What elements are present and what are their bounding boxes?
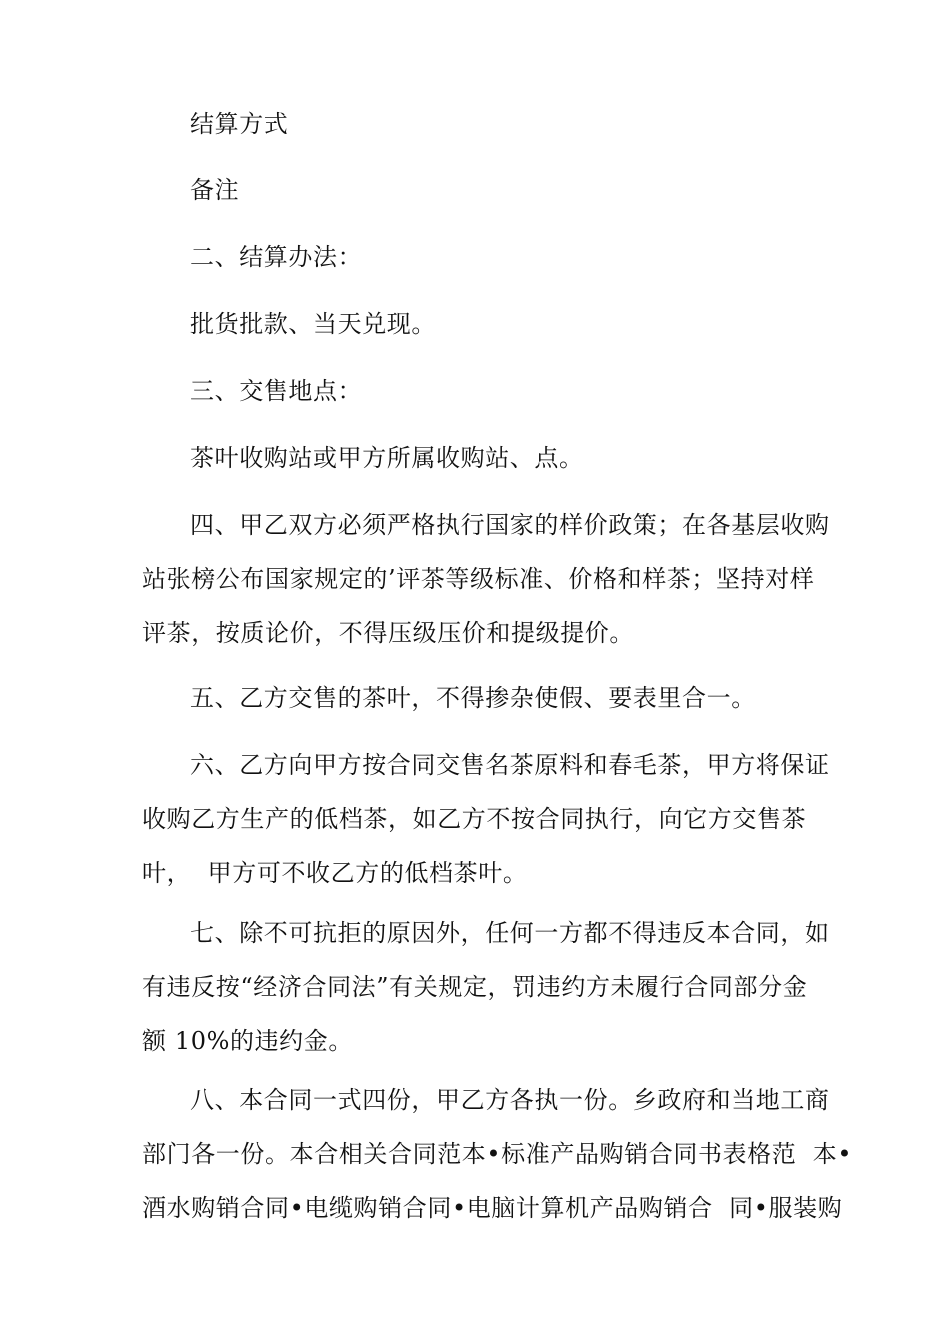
section-heading-settlement — [142, 230, 822, 284]
paragraph-line: 酒水购销合同•电缆购销合同•电脑计算机产品购销合 同•服装购 — [142, 1194, 843, 1222]
paragraph-line: 叶， 甲方可不收乙方的低档茶叶。 — [142, 859, 528, 887]
paragraph-line: 部门各一份。本合相关合同范本•标准产品购销合同书表格范 本• — [142, 1140, 853, 1168]
section-heading-delivery-location — [142, 364, 822, 418]
paragraph-line: 收购乙方生产的低档茶，如乙方不按合同执行，向它方交售茶 — [142, 805, 807, 833]
paragraph-line: 结算方式 — [190, 110, 289, 138]
paragraph-line: 评茶，按质论价，不得压级压价和提级提价。 — [142, 619, 634, 647]
paragraph-line: 备注 — [190, 176, 240, 204]
paragraph-settlement-method — [142, 97, 822, 151]
paragraph-line: 额 10%的违约金。 — [142, 1027, 353, 1055]
paragraph-line: 四、甲乙双方必须严格执行国家的样价政策；在各基层收购 — [190, 511, 830, 539]
clause-seven — [142, 906, 830, 1068]
paragraph-line: 五、乙方交售的茶叶，不得掺杂使假、要表里合一。 — [190, 684, 756, 712]
paragraph-line: 八、本合同一式四份，甲乙方各执一份。乡政府和当地工商 — [190, 1086, 830, 1114]
paragraph-line: 二、结算办法： — [190, 243, 363, 271]
paragraph-line: 茶叶收购站或甲方所属收购站、点。 — [190, 444, 584, 472]
clause-six — [142, 738, 830, 900]
paragraph-line: 三、交售地点： — [190, 377, 363, 405]
paragraph-line: 批货批款、当天兑现。 — [190, 310, 436, 338]
paragraph-delivery-location — [142, 431, 822, 485]
paragraph-line: 六、乙方向甲方按合同交售名茶原料和春毛茶，甲方将保证 — [190, 751, 830, 779]
paragraph-line: 有违反按“经济合同法”有关规定，罚违约方未履行合同部分金 — [142, 973, 808, 1001]
paragraph-line: 站张榜公布国家规定的’评茶等级标准、价格和样茶；坚持对样 — [142, 565, 815, 593]
clause-four — [142, 498, 830, 660]
paragraph-settlement-terms — [142, 297, 822, 351]
clause-eight — [142, 1073, 853, 1235]
paragraph-remarks — [142, 163, 822, 217]
paragraph-line: 七、除不可抗拒的原因外，任何一方都不得违反本合同，如 — [190, 919, 830, 947]
clause-five — [142, 671, 822, 725]
